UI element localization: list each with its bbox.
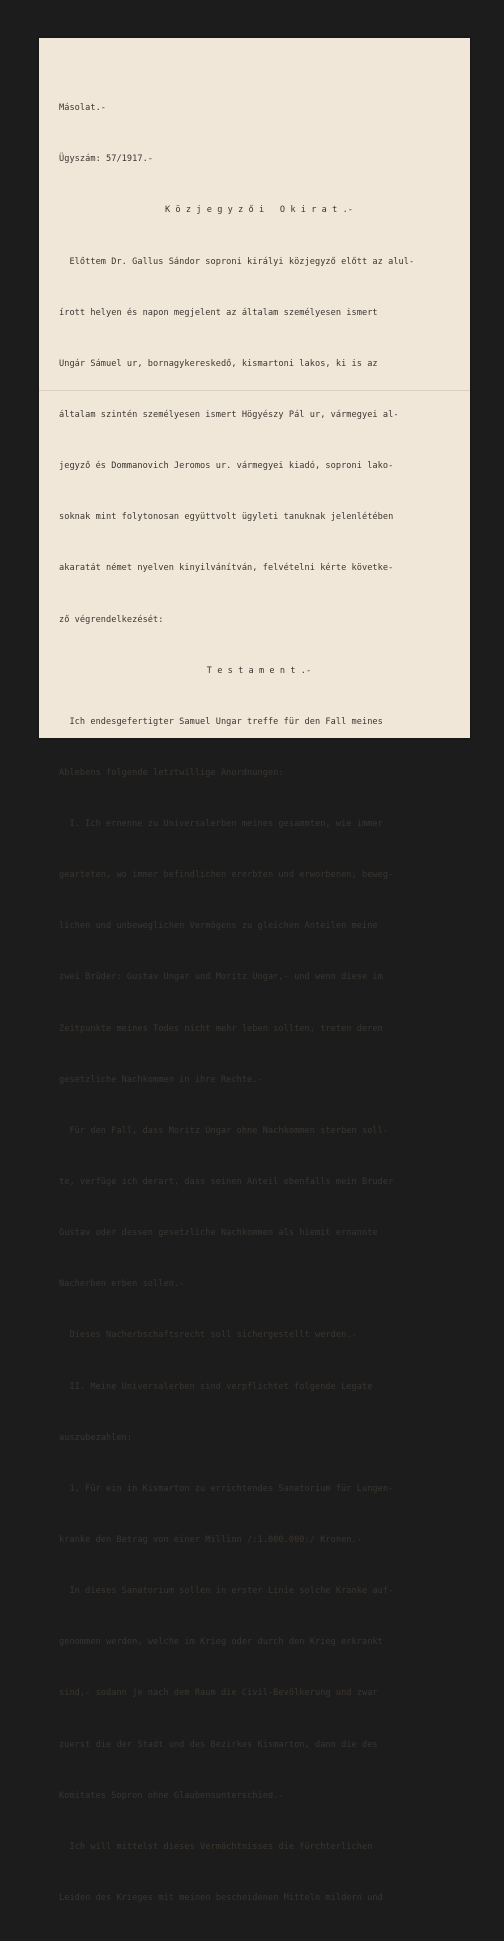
body-line: Nacherben erben sollen.- xyxy=(59,1279,185,1290)
intro-line: jegyző és Dommanovich Jeromos ur. vármegyei kiadó, soproni lako- xyxy=(59,461,394,472)
body-line: lichen und unbeweglichen Vermögens zu gleichen Anteilen meine xyxy=(59,921,378,932)
intro-line: általam szintén személyesen ismert Högyészy Pál ur, vármegyei al- xyxy=(59,409,399,420)
body-line: gesetzliche Nachkommen in ihre Rechte.- xyxy=(59,1074,263,1085)
body-line: In dieses Sanatorium sollen in erster Linie solche Kranke auf- xyxy=(59,1586,394,1597)
intro-line: ző végrendelkezését: xyxy=(59,614,164,625)
body-line: gearteten, wo immer befindlichen ererbten und erworbenen, beweg- xyxy=(59,870,394,881)
intro-line: írott helyen és napon megjelent az általam személyesen ismert xyxy=(59,307,378,318)
testament-heading: T e s t a m e n t .- xyxy=(206,665,312,676)
header-case-number: Ügyszám: 57/1917.- xyxy=(59,154,154,165)
body-line: Ablebens folgende letztwillige Anordnungen: xyxy=(59,767,284,778)
body-line: te, verfüge ich derart, dass seinen Anteil ebenfalls mein Bruder xyxy=(59,1177,394,1188)
body-line: kranke den Betrag von einer Million /:1.000.000:/ Kronen.- xyxy=(59,1535,362,1546)
body-line: Gustav oder dessen gesetzliche Nachkommen als hiemit ernannte xyxy=(59,1228,378,1239)
intro-line: Előttem Dr. Gallus Sándor soproni királyi közjegyző előtt az alul- xyxy=(59,256,415,267)
intro-line: Ungár Sámuel ur, bornagykereskedő, kismartoni lakos, ki is az xyxy=(59,358,378,369)
body-line: auszubezahlen: xyxy=(59,1432,133,1443)
body-line: genommen werden, welche im Krieg oder durch den Krieg erkrankt xyxy=(59,1637,383,1648)
body-line: Dieses Nacherbschaftsrecht soll sichergestellt werden.- xyxy=(59,1330,357,1341)
body-line: Komitates Sopron ohne Glaubensunterschied.- xyxy=(59,1790,284,1801)
body-line: zwei Brüder: Gustav Ungar und Moritz Ungar,- und wenn diese im xyxy=(59,972,383,983)
body-line: Leiden des Krieges mit meinen bescheidenen Mitteln mildern und xyxy=(59,1893,383,1904)
body-line: I. Ich ernenne zu Universalerben meines gesammten, wie immer xyxy=(59,819,383,830)
header-copy: Másolat.- xyxy=(59,103,107,114)
body-line: zuerst die der Stadt und des Bezirkes Kismarton, dann die des xyxy=(59,1739,378,1750)
typewritten-text xyxy=(59,66,459,1941)
document-page xyxy=(39,38,470,1904)
document-title: K ö z j e g y z ő i O k i r a t .- xyxy=(164,205,354,216)
body-line: Ich will mittelst dieses Vermächtnisses die fürchterlichen xyxy=(59,1841,373,1852)
body-line: Für den Fall, dass Moritz Ungar ohne Nachkommen sterben soll- xyxy=(59,1125,389,1136)
intro-line: akaratát német nyelven kinyilvánítván, felvételni kérte követke- xyxy=(59,563,394,574)
body-line: Zeitpunkte meines Todes nicht mehr leben sollten, treten deren xyxy=(59,1023,383,1034)
intro-line: soknak mint folytonosan együttvolt ügyleti tanuknak jelenlétében xyxy=(59,512,394,523)
body-line: sind,- sodann je nach dem Raum die Civil-Bevölkerung und zwar xyxy=(59,1688,378,1699)
body-line: 1, Für ein in Kismarton zu errichtendes Sanatorium für Lungen- xyxy=(59,1483,394,1494)
body-line: Ich endesgefertigter Samuel Ungar treffe für den Fall meines xyxy=(59,716,383,727)
body-line: II. Meine Universalerben sind verpflichtet folgende Legate xyxy=(59,1381,373,1392)
